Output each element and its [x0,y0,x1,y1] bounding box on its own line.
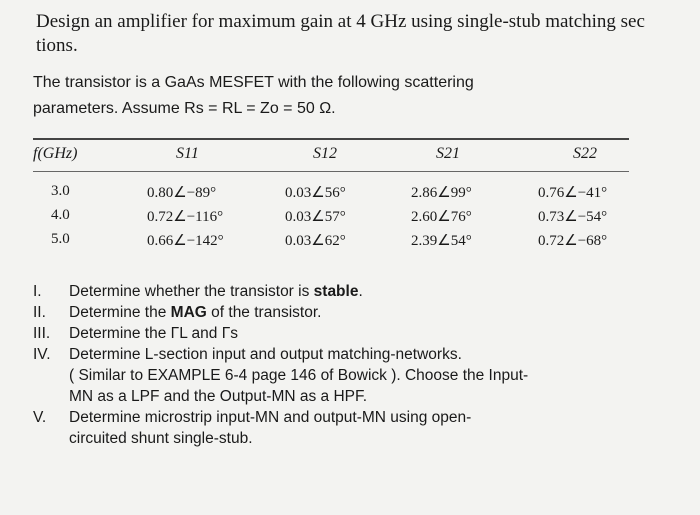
task-text-end: of the transistor. [206,304,322,321]
task-text: Determine the ΓL and Γs [69,325,239,342]
task-text: Determine the [69,304,171,321]
cell-s21: 2.60∠76° [411,209,472,225]
header-s21: S21 [436,145,460,162]
cell-frequency: 5.0 [51,231,70,247]
task-number: IV. [33,346,51,363]
task-text-continued: ( Similar to EXAMPLE 6-4 page 146 of Bowick ). Choose the Input- [69,367,529,384]
task-text: Determine microstrip input-MN and output-MN using open- [69,409,472,426]
cell-s12: 0.03∠56° [285,185,346,201]
task-text-end: . [358,283,363,300]
table-header-rule [33,171,629,172]
cell-frequency: 3.0 [51,183,70,199]
task-item [33,407,673,449]
cell-s21: 2.39∠54° [411,233,472,249]
table-row [33,183,633,205]
task-number: III. [33,325,51,342]
cell-s21: 2.86∠99° [411,185,472,201]
header-s12: S12 [313,145,337,162]
title-line-2: tions. [36,35,78,56]
task-text: Determine whether the transistor is [69,283,314,300]
header-frequency: f(GHz) [33,145,78,162]
table-row [33,207,633,229]
cell-s11: 0.80∠−89° [147,185,217,201]
problem-title [36,10,696,58]
cell-frequency: 4.0 [51,207,70,223]
task-text-continued: MN as a LPF and the Output-MN as a HPF. [69,388,368,405]
problem-intro [33,70,673,122]
task-item [33,281,673,302]
cell-s11: 0.66∠−142° [147,233,224,249]
task-item [33,302,673,323]
task-number: II. [33,304,46,321]
intro-line-1: The transistor is a GaAs MESFET with the following scattering [33,74,474,91]
task-emphasis: MAG [170,304,207,321]
task-number: V. [33,409,47,426]
cell-s22: 0.73∠−54° [538,209,608,225]
task-item [33,344,673,407]
task-text-continued: circuited shunt single-stub. [69,430,253,447]
task-emphasis: stable [313,283,359,300]
header-s22: S22 [573,145,597,162]
table-top-rule [33,138,629,140]
header-s11: S11 [176,145,199,162]
intro-line-2: parameters. Assume Rs = RL = Zo = 50 Ω. [33,100,336,117]
cell-s22: 0.76∠−41° [538,185,608,201]
task-list [33,281,673,449]
cell-s12: 0.03∠57° [285,209,346,225]
task-number: I. [33,283,42,300]
task-item [33,323,673,344]
cell-s22: 0.72∠−68° [538,233,608,249]
cell-s12: 0.03∠62° [285,233,346,249]
task-text: Determine L-section input and output matching-networks. [69,346,462,363]
cell-s11: 0.72∠−116° [147,209,224,225]
title-line-1: Design an amplifier for maximum gain at 4 GHz using single-stub matching sec [36,11,645,32]
table-row [33,231,633,253]
